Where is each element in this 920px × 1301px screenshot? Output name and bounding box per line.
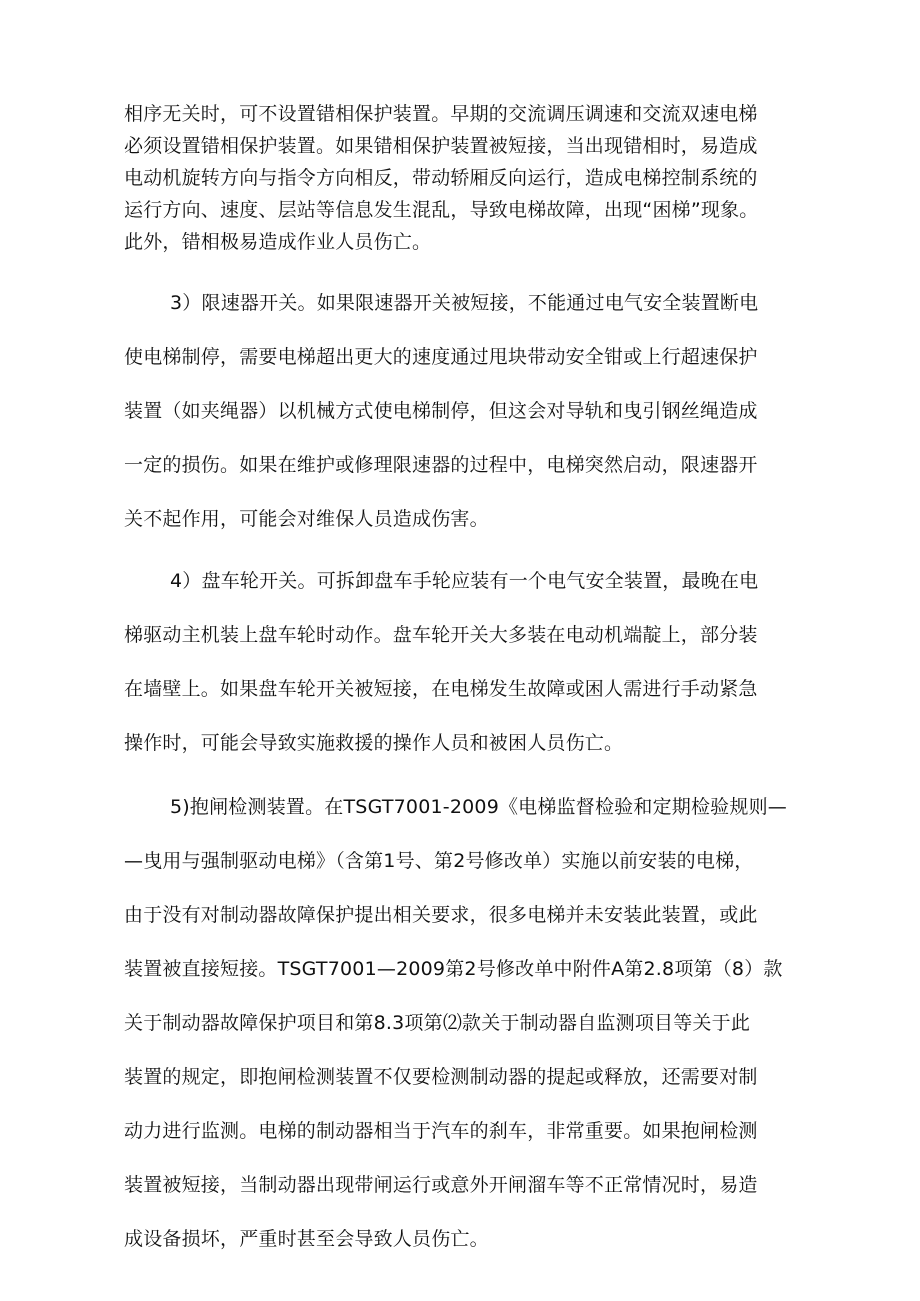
text-line: 关于制动器故障保护项目和第8.3项第⑵款关于制动器自监测项目等关于此 — [124, 1012, 751, 1034]
text-line: 必须设置错相保护装置。如果错相保护装置被短接，当出现错相时，易造成 — [124, 135, 758, 157]
text-line: 运行方向、速度、层站等信息发生混乱，导致电梯故障，出现“困梯”现象。 — [124, 199, 759, 221]
text-line: 装置被短接，当制动器出现带闸运行或意外开闸溜车等不正常情况时，易造 — [124, 1174, 758, 1196]
text-line: 装置（如夹绳器）以机械方式使电梯制停，但这会对导轨和曳引钢丝绳造成 — [124, 400, 758, 422]
text-line: 此外，错相极易造成作业人员伤亡。 — [124, 231, 432, 253]
text-line: 3）限速器开关。如果限速器开关被短接，不能通过电气安全装置断电 — [170, 292, 759, 314]
text-line: 操作时，可能会导致实施救援的操作人员和被困人员伤亡。 — [124, 732, 624, 754]
text-line: 在墙壁上。如果盘车轮开关被短接，在电梯发生故障或困人需进行手动紧急 — [124, 678, 758, 700]
text-line: 梯驱动主机装上盘车轮时动作。盘车轮开关大多装在电动机端靛上，部分装 — [124, 624, 758, 646]
text-line: 装置被直接短接。TSGT7001—2009第2号修改单中附件A第2.8项第（8）款 — [124, 958, 783, 980]
text-line: 由于没有对制动器故障保护提出相关要求，很多电梯并未安装此装置，或此 — [124, 904, 758, 926]
text-line: 动力进行监测。电梯的制动器相当于汽车的刹车，非常重要。如果抱闸检测 — [124, 1120, 758, 1142]
text-line: 关不起作用，可能会对维保人员造成伤害。 — [124, 508, 489, 530]
text-line: —曳用与强制驱动电梯》（含第1号、第2号修改单）实施以前安装的电梯， — [124, 850, 754, 872]
text-line: 电动机旋转方向与指令方向相反，带动轿厢反向运行，造成电梯控制系统的 — [124, 167, 758, 189]
text-line: 成设备损坏，严重时甚至会导致人员伤亡。 — [124, 1228, 489, 1250]
text-line: 一定的损伤。如果在维护或修理限速器的过程中，电梯突然启动，限速器开 — [124, 454, 758, 476]
text-line: 装置的规定，即抱闸检测装置不仅要检测制动器的提起或释放，还需要对制 — [124, 1066, 758, 1088]
text-line: 相序无关时，可不设置错相保护装置。早期的交流调压调速和交流双速电梯 — [124, 103, 758, 125]
text-line: 使电梯制停，需要电梯超出更大的速度通过甩块带动安全钳或上行超速保护 — [124, 346, 758, 368]
text-line: 4）盘车轮开关。可拆卸盘车手轮应装有一个电气安全装置，最晚在电 — [170, 570, 759, 592]
text-line: 5)抱闸检测装置。在TSGT7001-2009《电梯监督检验和定期检验规则— — [170, 796, 787, 818]
